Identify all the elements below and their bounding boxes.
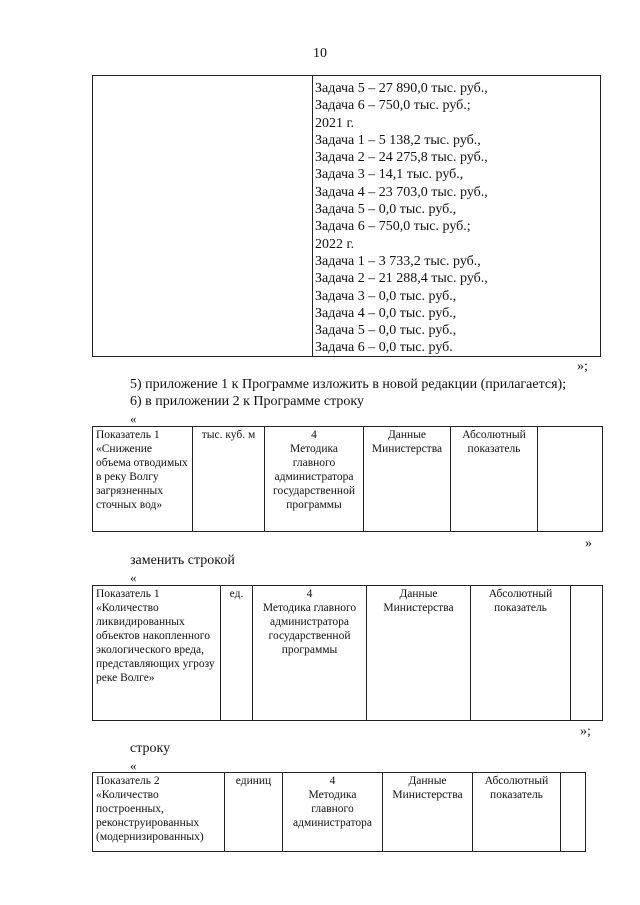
closing-quote: »; — [577, 359, 588, 374]
indicator-name: Показатель 1 «Количество ликвидированных объектов накопленного экологического вреда, представляющих угрозу реке Волге» — [93, 586, 221, 721]
funding-line: 2021 г. — [315, 115, 355, 131]
funding-lines — [315, 80, 488, 357]
indicator-method-cell — [283, 773, 383, 852]
funding-line: Задача 1 – 3 733,2 тыс. руб., — [315, 253, 481, 269]
indicator-extra — [538, 427, 603, 532]
funding-line: Задача 6 – 750,0 тыс. руб.; — [315, 219, 471, 235]
indicator-extra — [561, 773, 586, 852]
indicator-method-cell — [253, 586, 367, 721]
indicator-unit: ед. — [221, 586, 253, 721]
indicator-type: Абсолютный показатель — [473, 773, 561, 852]
opening-quote: « — [130, 570, 137, 585]
indicator-source: Данные Министерства — [383, 773, 473, 852]
funding-line: Задача 5 – 27 890,0 тыс. руб., — [315, 81, 488, 96]
indicator-method: Методика главного администратора — [292, 789, 372, 829]
closing-quote: »; — [580, 724, 591, 739]
funding-line: Задача 3 – 0,0 тыс. руб., — [315, 288, 457, 304]
opening-quote: « — [130, 758, 137, 773]
paragraph-5: 5) приложение 1 к Программе изложить в новой редакции (прилагается); — [130, 377, 567, 392]
indicator-table-second — [92, 772, 586, 852]
funding-table — [92, 75, 601, 357]
page-number: 10 — [313, 46, 327, 61]
funding-line: Задача 4 – 23 703,0 тыс. руб., — [315, 184, 488, 200]
table-column-divider — [312, 76, 313, 356]
funding-line: Задача 1 – 5 138,2 тыс. руб., — [315, 132, 481, 148]
indicator-type: Абсолютный показатель — [451, 427, 538, 532]
funding-line: Задача 3 – 14,1 тыс. руб., — [315, 167, 464, 183]
paragraph-6: 6) в приложении 2 к Программе строку — [130, 394, 364, 409]
row-label: строку — [130, 741, 171, 756]
indicator-method: Методика главного администратора государственной программы — [262, 602, 357, 656]
indicator-number: 4 — [306, 588, 313, 600]
indicator-source: Данные Министерства — [367, 586, 471, 721]
indicator-method-cell — [265, 427, 364, 532]
funding-line: Задача 2 – 24 275,8 тыс. руб., — [315, 150, 488, 166]
indicator-unit: единиц — [225, 773, 283, 852]
indicator-unit: тыс. куб. м — [193, 427, 265, 532]
indicator-extra — [571, 586, 603, 721]
funding-line: Задача 5 – 0,0 тыс. руб., — [315, 323, 457, 339]
funding-line: Задача 4 – 0,0 тыс. руб., — [315, 305, 457, 321]
indicator-table-new — [92, 585, 603, 721]
indicator-number: 4 — [311, 429, 317, 441]
indicator-name: Показатель 1 «Снижение объема отводимых в реку Волгу загрязненных сточных вод» — [93, 427, 193, 532]
indicator-name: Показатель 2 «Количество построенных, реконструированных (модернизированных) — [93, 773, 225, 852]
funding-line: Задача 6 – 750,0 тыс. руб.; — [315, 98, 471, 114]
indicator-number: 4 — [329, 775, 336, 787]
closing-quote: » — [585, 536, 592, 551]
indicator-table-old — [92, 426, 603, 532]
funding-line: Задача 6 – 0,0 тыс. руб. — [315, 340, 453, 356]
funding-line: 2022 г. — [315, 236, 355, 252]
indicator-source: Данные Министерства — [364, 427, 451, 532]
replace-label: заменить строкой — [130, 553, 235, 568]
opening-quote: « — [130, 411, 137, 426]
indicator-method: Методика главного администратора государственной программы — [273, 443, 355, 511]
indicator-type: Абсолютный показатель — [471, 586, 571, 721]
funding-line: Задача 5 – 0,0 тыс. руб., — [315, 202, 457, 218]
funding-line: Задача 2 – 21 288,4 тыс. руб., — [315, 271, 488, 287]
